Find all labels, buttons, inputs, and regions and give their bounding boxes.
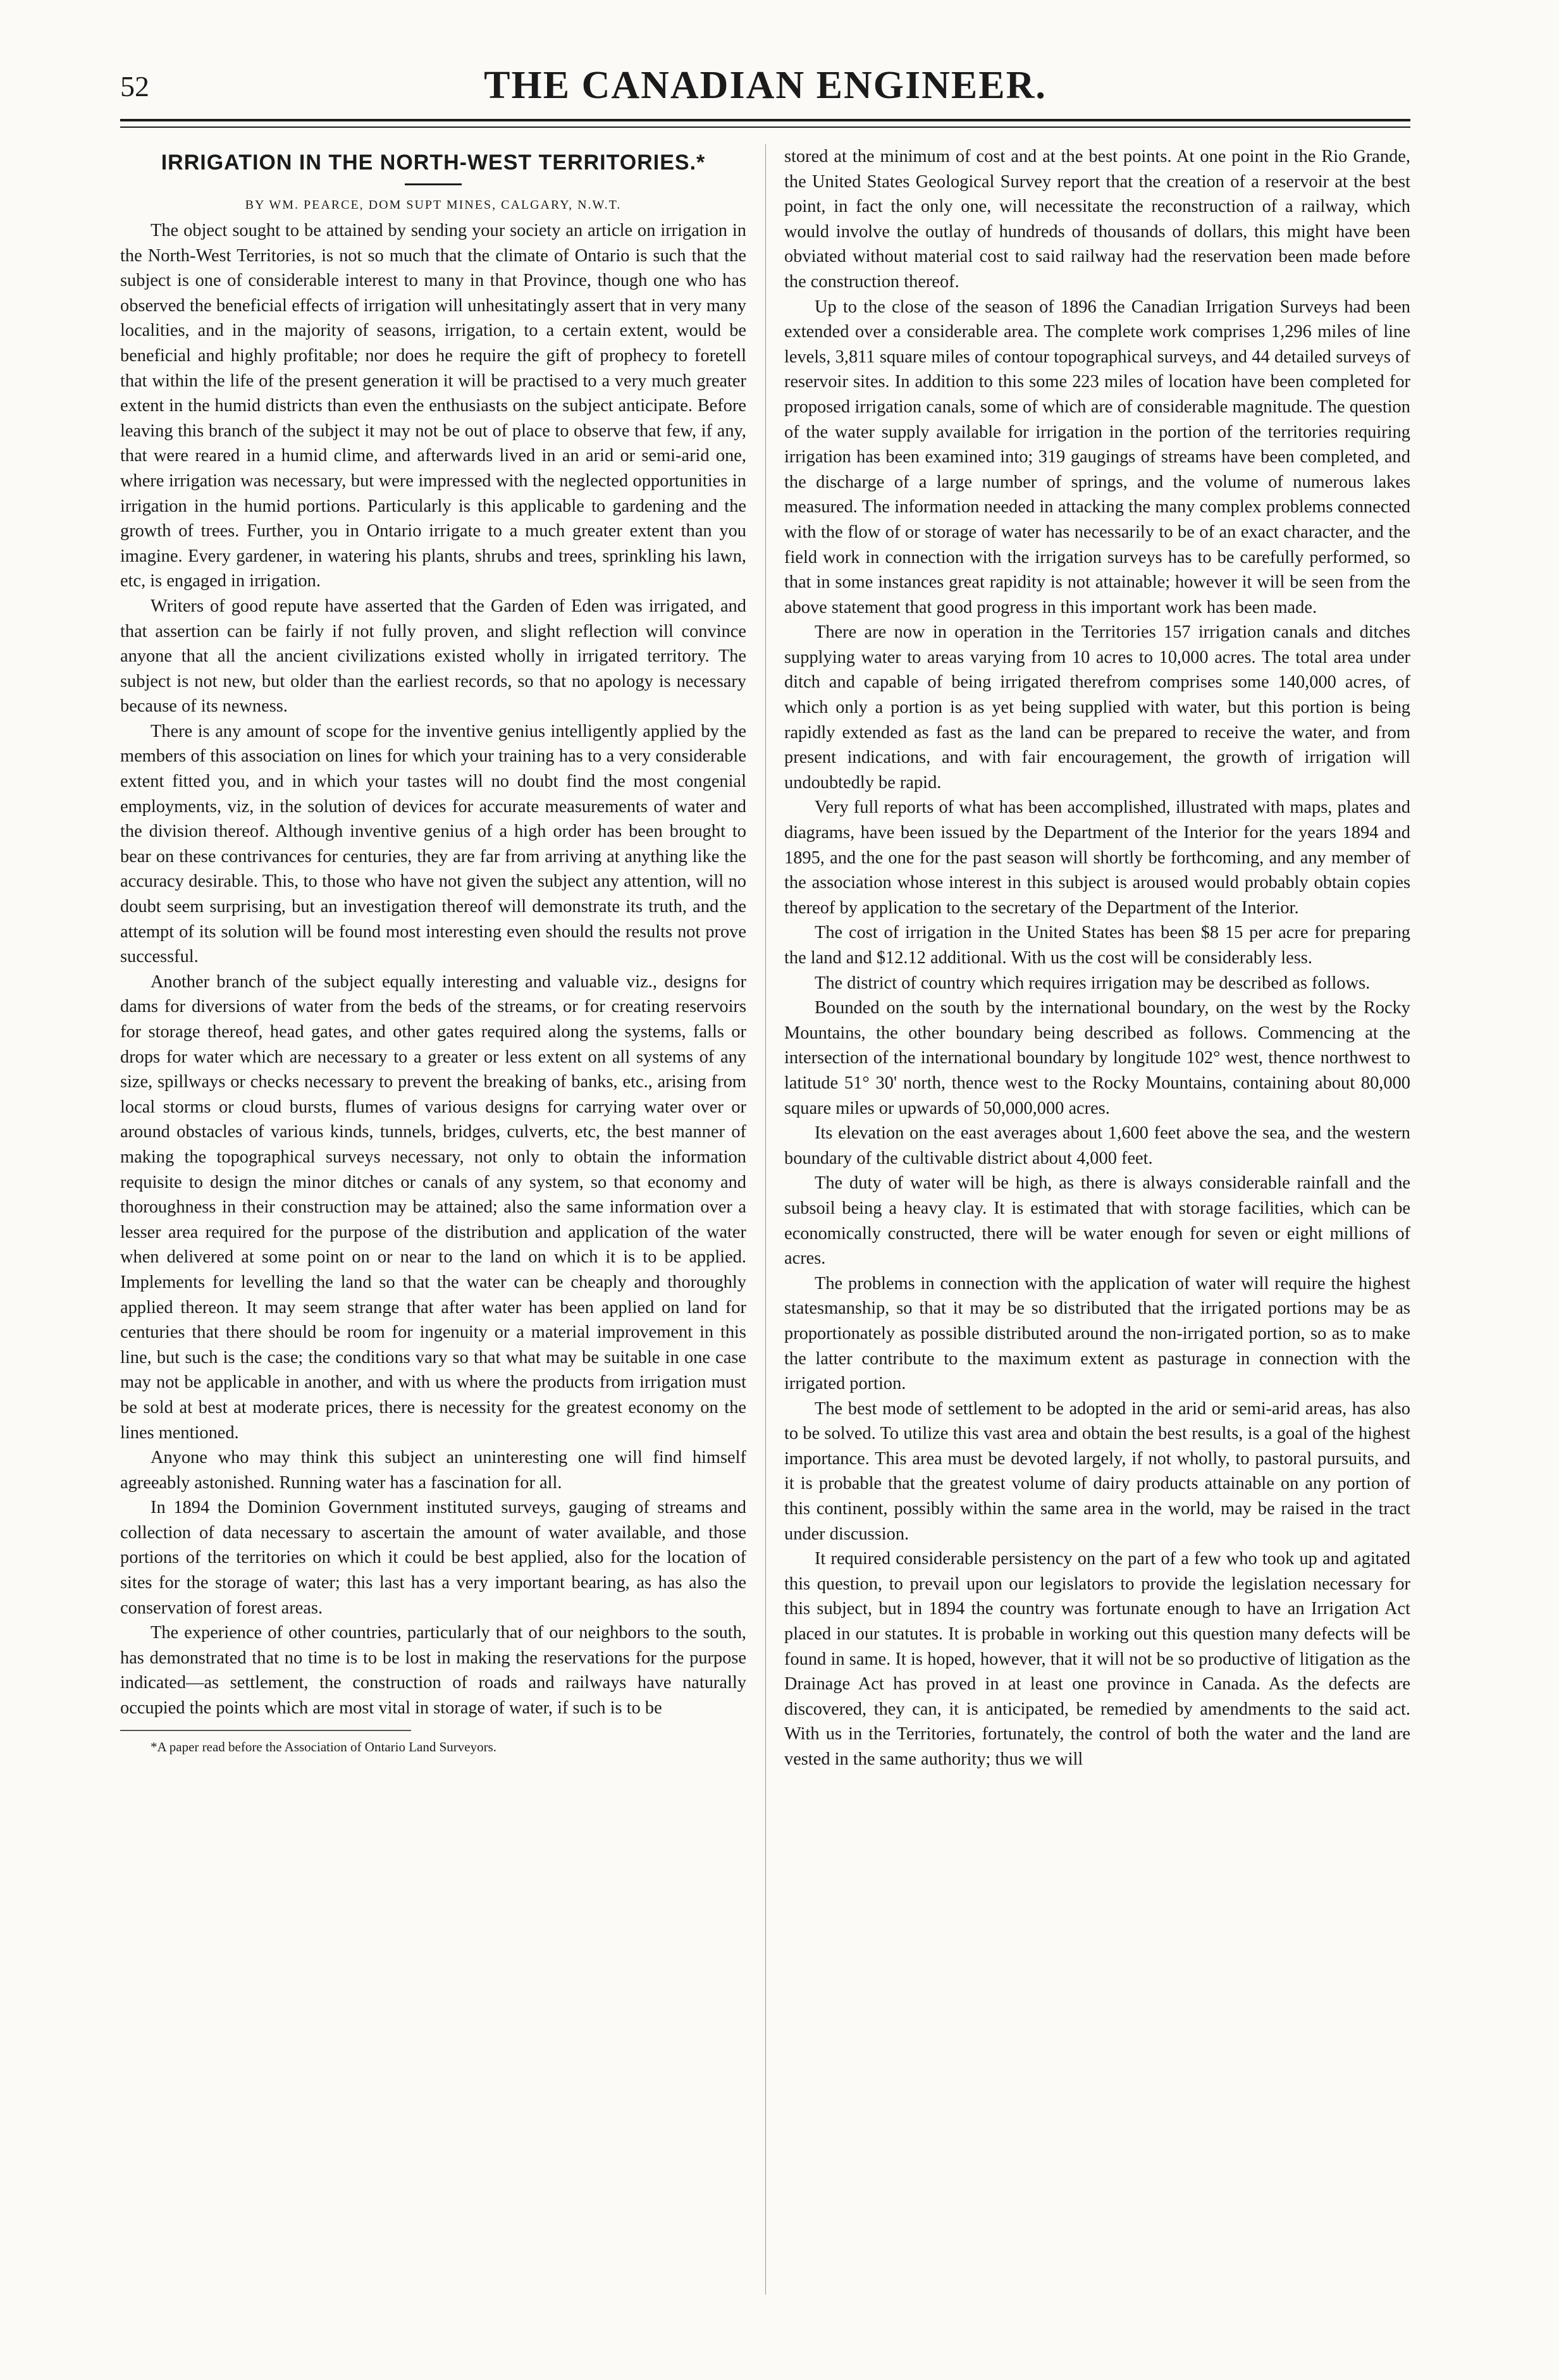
header-rule-thick [120,119,1410,121]
footnote-rule [120,1730,411,1731]
paragraph: It required considerable persistency on the part of a few who took up and agitated this question, to prevail upon our legislators to provide the legislation necessary for this subject, but in 1894 the country was fortunate enough to have an Irrigation Act placed in our statutes. It is probable in working out this question many defects will be found in same. It is hoped, however, that it will not be so productive of litigation as the Drainage Act has proved in at least one province in Canada. As the defects are discovered, they can, it is anticipated, be remedied by amendments to the said act. With us in the Territories, fortunately, the control of both the water and the land are vested in the same authority; thus we will [784,1549,1410,1769]
paragraph: Another branch of the subject equally interesting and valuable viz., designs for dams for diversions of water from the beds of the streams, or for creating reservoirs for storage thereof, head gates, and other gates required along the systems, falls or drops for water which are necessary to a greater or less extent on all systems of any size, spillways or checks necessary to prevent the breaking of banks, etc., arising from local storms or cloud bursts, flumes of various designs for carrying water over or around obstacles of various kinds, tunnels, bridges, culverts, etc, the best manner of making the topographical surveys necessary, not only to obtain the information requisite to design the minor ditches or canals of any system, so that economy and thoroughness in their construction may be attained; also the same information over a lesser area required for the purpose of the distribution and application of the water when delivered at some point on or near to the land on which it is to be applied. Implements for levelling the land so that the water can be cheaply and thoroughly applied thereon. It may seem strange that after water has been applied on land for centuries that there should be room for ingenuity or a material improvement in this line, but such is the case; the conditions vary so that what may be suitable in one case may not be applicable in another, and with us where the products from irrigation must be sold at best at moderate prices, there is necessity for the greatest economy on the lines mentioned. [120,971,746,1443]
paragraph: Writers of good repute have asserted that the Garden of Eden was irrigated, and that assertion can be fairly if not fully proven, and slight reflection will convince anyone that all the ancient civilizations existed wholly in irrigated territory. The subject is not new, but older than the earliest records, so that no apology is necessary because of its newness. [120,596,746,717]
paragraph: The experience of other countries, particularly that of our neighbors to the south, has demonstrated that no time is to be lost in making the reservations for the purpose indicated—as settlement, the construction of roads and railways have naturally occupied the points which are most vital in storage of water, if such is to be [120,1623,746,1718]
paragraph: The duty of water will be high, as there is always considerable rainfall and the subsoil being a heavy clay. It is estimated that with storage facilities, which can be economically constructed, there will be water enough for seven or eight millions of acres. [784,1173,1410,1269]
right-column [784,144,1410,1772]
byline: BY WM. PEARCE, DOM SUPT MINES, CALGARY, N.W.T. [245,198,622,212]
paragraph: stored at the minimum of cost and at the best points. At one point in the Rio Grande, the United States Geological Survey report that the creation of a reservoir at the best point, in fact the only one, will necessitate the reconstruction of a railway, which would involve the outlay of hundreds of thousands of dollars, this might have been obviated without material cost to said railway had the reservation been made before the construction thereof. [784,147,1410,292]
paragraph: The cost of irrigation in the United States has been $8 15 per acre for preparing the land and $12.12 additional. With us the cost will be considerably less. [784,923,1410,968]
header-rule-thin [120,126,1410,128]
paragraph: In 1894 the Dominion Government instituted surveys, gauging of streams and collection of data necessary to ascertain the amount of water available, and those portions of the territories on which it could be best applied, also for the location of sites for the storage of water; this last has a very important bearing, as has also the conservation of forest areas. [120,1498,746,1618]
paragraph: The district of country which requires irrigation may be described as follows. [815,973,1371,993]
paragraph: There is any amount of scope for the inventive genius intelligently applied by the members of this association on lines for which your training has to a very considerable extent fitted you, and in which your tastes will no doubt find the most congenial employments, viz, in the solution of devices for accurate measurements of water and the division thereof. Although inventive genius of a high order has been brought to bear on these contrivances for centuries, they are far from arriving at anything like the accuracy desirable. This, to those who have not given the subject any attention, will no doubt seem surprising, but an investigation thereof will demonstrate its truth, and the attempt of its solution will be found most interesting even should the results not prove successful. [120,721,746,967]
paragraph: Its elevation on the east averages about 1,600 feet above the sea, and the western boundary of the cultivable district about 4,000 feet. [784,1123,1410,1168]
paragraph: Anyone who may think this subject an uninteresting one will find himself agreeably astonished. Running water has a fascination for all. [120,1448,746,1493]
left-column [120,144,746,1756]
page-header [120,63,1410,114]
article-columns [120,144,1410,2314]
paragraph: Very full reports of what has been accomplished, illustrated with maps, plates and diagrams, have been issued by the Department of the Interior for the years 1894 and 1895, and the one for the past season will shortly be forthcoming, and any member of the association whose interest in this subject is aroused would probably obtain copies thereof by application to the secretary of the Department of the Interior. [784,798,1410,918]
paragraph: Up to the close of the season of 1896 the Canadian Irrigation Surveys had been extended over a considerable area. The complete work comprises 1,296 miles of line levels, 3,811 square miles of contour topographical surveys, and 44 detailed surveys of reservoir sites. In addition to this some 223 miles of location have been completed for proposed irrigation canals, some of which are of considerable magnitude. The question of the water supply available for irrigation in the portion of the territories requiring irrigation has been examined into; 319 gaugings of streams have been completed, and the discharge of a large number of springs, and the volume of numerous lakes measured. The information needed in attacking the many complex problems connected with the flow of or storage of water has necessarily to be of an exact character, and the field work in connection with the irrigation surveys has to be carefully performed, so that in some instances great rapidity is not attainable; however it will be seen from the above statement that good progress in this important work has been made. [784,297,1410,617]
paragraph: The object sought to be attained by sending your society an article on irrigation in the North-West Territories, is not so much that the climate of Ontario is such that the subject is one of considerable interest to many in that Province, though one who has observed the beneficial effects of irrigation will unhesitatingly assert that in very many localities, and in the majority of seasons, irrigation, to a certain extent, would be beneficial and highly profitable; nor does he require the gift of prophecy to foretell that within the life of the present generation it will be practised to a very much greater extent in the humid districts than even the enthusiasts on the subject anticipate. Before leaving this branch of the subject it may not be out of place to observe that few, if any, that were reared in a humid clime, and afterwards lived in an arid or semi-arid one, where irrigation was necessary, but were impressed with the neglected opportunities in irrigation in the humid portions. Particularly is this applicable to gardening and the growth of trees. Further, you in Ontario irrigate to a much greater extent than you imagine. Every gardener, in watering his plants, shrubs and trees, sprinkling his lawn, etc, is engaged in irrigation. [120,221,746,591]
column-divider [765,144,766,2295]
page-number: 52 [120,70,149,102]
paragraph: The problems in connection with the application of water will require the highest statesmanship, so that it may be so distributed that the irrigated portions may be as proportionately as possible distributed around the non-irrigated portion, so as to make the latter contribute to the maximum extent as pasturage in connection with the irrigated portion. [784,1273,1410,1394]
journal-title: THE CANADIAN ENGINEER. [484,64,1047,107]
paragraph: Bounded on the south by the international boundary, on the west by the Rocky Mountains, the other boundary being described as follows. Commencing at the intersection of the international boundary by longitude 102° west, thence northwest to latitude 51° 30' north, thence west to the Rocky Mountains, containing about 80,000 square miles or upwards of 50,000,000 acres. [784,998,1410,1118]
paragraph: There are now in operation in the Territories 157 irrigation canals and ditches supplying water to areas varying from 10 acres to 10,000 acres. The total area under ditch and capable of being irrigated therefrom comprises some 140,000 acres, of which only a portion is as yet being supplied with water, but this portion is being rapidly extended as fast as the land can be prepared to receive the water, and from present indications, and with fair encouragement, the growth of irrigation will undoubtedly be rapid. [784,622,1410,792]
article-title: IRRIGATION IN THE NORTH-WEST TERRITORIES.* [161,151,706,175]
paragraph: The best mode of settlement to be adopted in the arid or semi-arid areas, has also to be solved. To utilize this vast area and obtain the best results, is a goal of the highest importance. This area must be devoted largely, if not wholly, to pastoral pursuits, and it is probable that the greatest volume of dairy products attainable on any portion of this continent, possibly within the same area in the world, may be raised in the tract under discussion. [784,1398,1410,1544]
footnote: *A paper read before the Association of Ontario Land Surveyors. [151,1739,497,1754]
title-rule [405,183,462,185]
